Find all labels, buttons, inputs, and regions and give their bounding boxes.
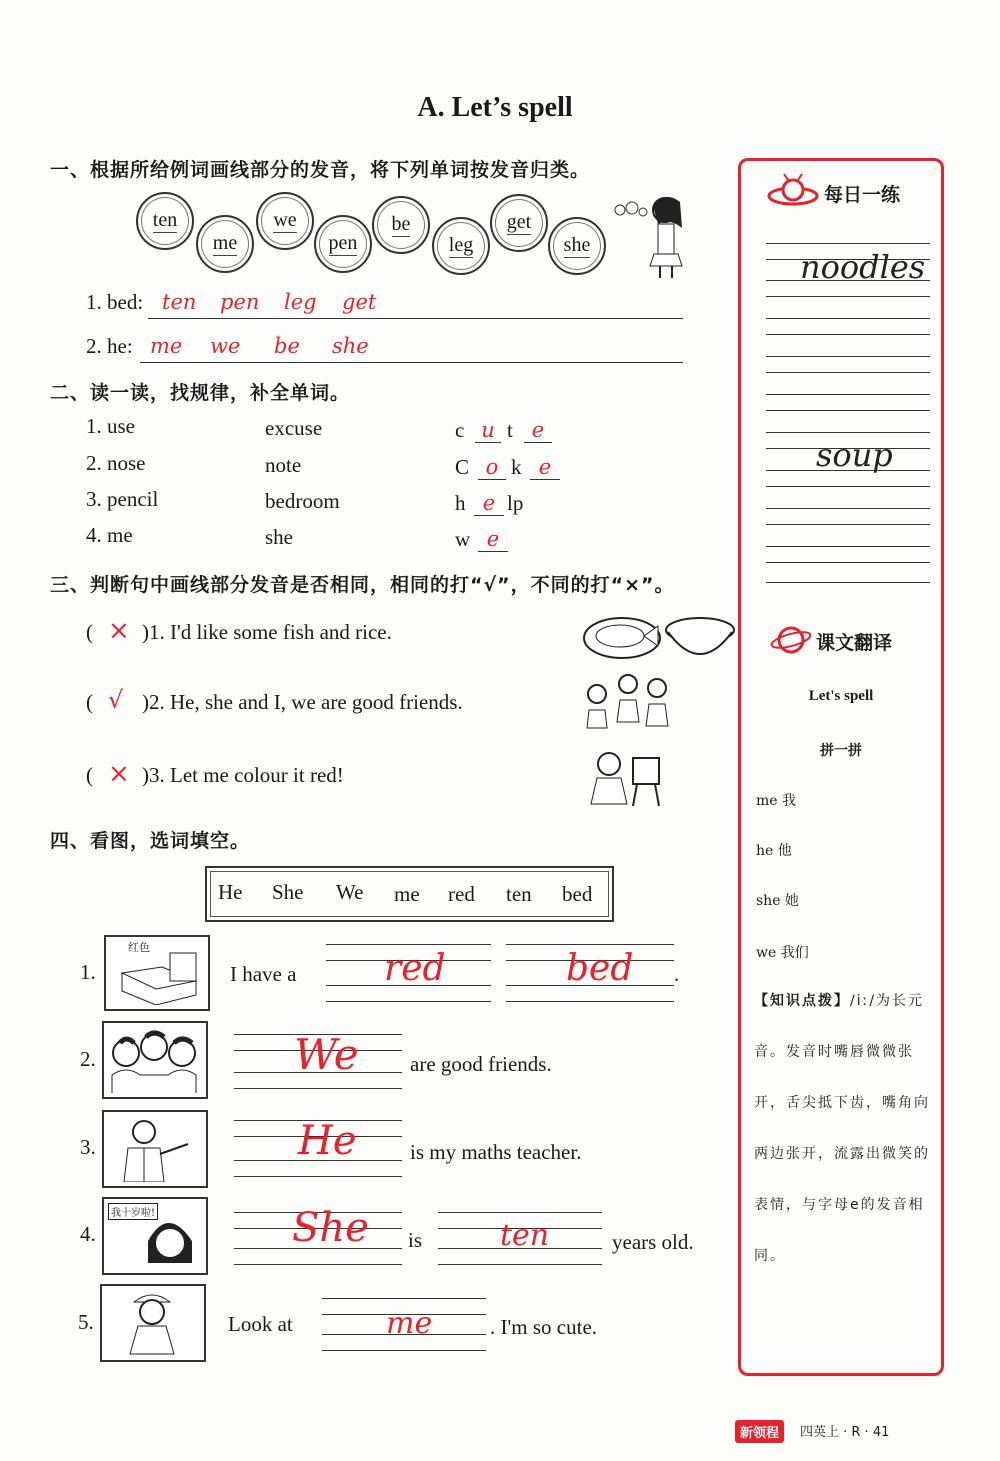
- word-bubble: be: [372, 196, 430, 254]
- item-number: 3.: [80, 1135, 96, 1159]
- answer: get: [342, 290, 377, 314]
- knowledge-note: [754, 976, 930, 1282]
- answer: pen: [220, 290, 260, 314]
- word-bubble: get: [490, 194, 548, 252]
- s2-col-a: 3. pencil: [86, 487, 159, 511]
- answer: bed: [566, 948, 634, 989]
- letter: k: [511, 455, 522, 479]
- s2-col-a: 2. nose: [86, 451, 146, 475]
- paren: (: [86, 620, 93, 644]
- section-2-heading: 二、读一读，找规律，补全单词。: [50, 382, 351, 404]
- word-bubble: we: [256, 192, 314, 250]
- box-word: We: [336, 880, 364, 904]
- translation-pair: she 她: [756, 893, 799, 909]
- answer: e: [530, 455, 560, 480]
- word-bubble: me: [196, 215, 254, 273]
- judge-mark: ×: [108, 616, 130, 646]
- answer: He: [298, 1118, 357, 1164]
- word-bubble: pen: [314, 215, 372, 273]
- item-number: 4.: [80, 1222, 96, 1246]
- answer: o: [478, 455, 506, 480]
- answer: We: [294, 1030, 359, 1079]
- teacher-picture: [102, 1110, 208, 1188]
- answer: red: [384, 948, 446, 989]
- answer: ten: [162, 290, 197, 314]
- sentence-part: are good friends.: [410, 1052, 552, 1076]
- answer: ten: [500, 1218, 550, 1253]
- s3-sentence: )1. I'd like some fish and rice.: [142, 620, 392, 644]
- answer: She: [292, 1205, 369, 1251]
- sentence-part: . I'm so cute.: [490, 1315, 598, 1339]
- fish-rice-illustration: [582, 608, 737, 666]
- pic-label: 我十岁啦!: [108, 1203, 158, 1220]
- sentence-part: years old.: [612, 1230, 694, 1254]
- box-word: ten: [506, 882, 532, 906]
- answer: u: [475, 418, 501, 443]
- ufo-icon: [766, 172, 820, 212]
- friends-picture: [102, 1021, 208, 1099]
- letter: t: [507, 418, 513, 442]
- letter: h: [455, 491, 466, 515]
- translation-subtitle-cn: 拼一拼: [820, 743, 862, 759]
- box-word: red: [448, 882, 475, 906]
- box-word: me: [394, 882, 420, 906]
- friends-illustration: [583, 670, 675, 732]
- answer: e: [524, 418, 552, 443]
- s2-col-a: 4. me: [86, 523, 133, 547]
- judge-mark: ×: [108, 759, 130, 789]
- s2-col-a: 1. use: [86, 414, 135, 438]
- translation-pair: me 我: [756, 793, 797, 809]
- s2-col-b: excuse: [265, 416, 323, 440]
- paren: (: [86, 763, 93, 787]
- letter: C: [455, 455, 470, 479]
- answer: we: [210, 334, 241, 358]
- box-word: He: [218, 880, 243, 904]
- answer: e: [474, 491, 504, 516]
- sentence-part: is my maths teacher.: [410, 1140, 582, 1164]
- translation-title: 课文翻译: [816, 632, 893, 654]
- girl-bubbles-illustration: [610, 188, 705, 283]
- s2-col-b: bedroom: [265, 489, 340, 513]
- planet-icon: [770, 622, 812, 658]
- sentence-part: .: [674, 962, 680, 986]
- daily-word: soup: [816, 436, 893, 474]
- item-number: 5.: [78, 1310, 94, 1334]
- page-number: 四英上 · R · 41: [800, 1425, 890, 1440]
- letter: w: [455, 527, 471, 551]
- brand-badge: 新领程: [735, 1420, 784, 1443]
- answer: me: [150, 334, 183, 358]
- sentence-part: Look at: [228, 1312, 293, 1336]
- answer: e: [478, 527, 508, 552]
- daily-practice-title: 每日一练: [824, 184, 901, 206]
- answer: be: [274, 334, 300, 358]
- item-number: 2.: [80, 1047, 96, 1071]
- translation-pair: we 我们: [756, 945, 809, 961]
- s1-row1-label: 1. bed:: [86, 290, 144, 314]
- section-3-heading: 三、判断句中画线部分发音是否相同，相同的打“√”，不同的打“×”。: [50, 574, 675, 596]
- s3-sentence: )2. He, she and I, we are good friends.: [142, 690, 463, 714]
- box-word: bed: [562, 882, 593, 906]
- pic-label: 红色: [128, 941, 150, 954]
- girl-ten-picture: [102, 1197, 208, 1275]
- word-bubble: leg: [432, 217, 490, 275]
- daily-word: noodles: [800, 248, 926, 286]
- note-label: 【知识点拨】: [754, 993, 850, 1009]
- sentence-part: I have a: [230, 962, 297, 986]
- s2-col-b: she: [265, 525, 293, 549]
- translation-pair: he 他: [756, 843, 792, 859]
- cute-girl-picture: [100, 1284, 206, 1362]
- note-text: /iː/为长元音。发音时嘴唇微微张开，舌尖抵下齿，嘴角向两边张开，流露出微笑的表情，与字母e的发音相同。: [754, 993, 930, 1264]
- section-4-heading: 四、看图，选词填空。: [50, 830, 251, 852]
- s3-sentence: )3. Let me colour it red!: [142, 763, 344, 787]
- section-1-heading: 一、根据所给例词画线部分的发音，将下列单词按发音归类。: [50, 159, 591, 181]
- box-word: She: [272, 880, 304, 904]
- answer: she: [332, 334, 369, 358]
- letter: lp: [507, 491, 524, 515]
- item-number: 1.: [80, 960, 96, 984]
- bed-picture: [104, 935, 210, 1011]
- s1-row2-label: 2. he:: [86, 334, 133, 358]
- paren: (: [86, 690, 93, 714]
- answer: me: [386, 1306, 433, 1341]
- page-title: A. Let’s spell: [417, 92, 573, 123]
- letter: c: [455, 418, 465, 442]
- word-bubble: ten: [136, 192, 194, 250]
- s2-col-b: note: [265, 453, 302, 477]
- answer: leg: [284, 290, 317, 314]
- word-bubble: she: [548, 217, 606, 275]
- girl-painting-illustration: [585, 744, 665, 808]
- sentence-part: is: [408, 1228, 423, 1252]
- translation-subtitle: Let's spell: [808, 688, 874, 704]
- judge-mark: √: [108, 686, 124, 714]
